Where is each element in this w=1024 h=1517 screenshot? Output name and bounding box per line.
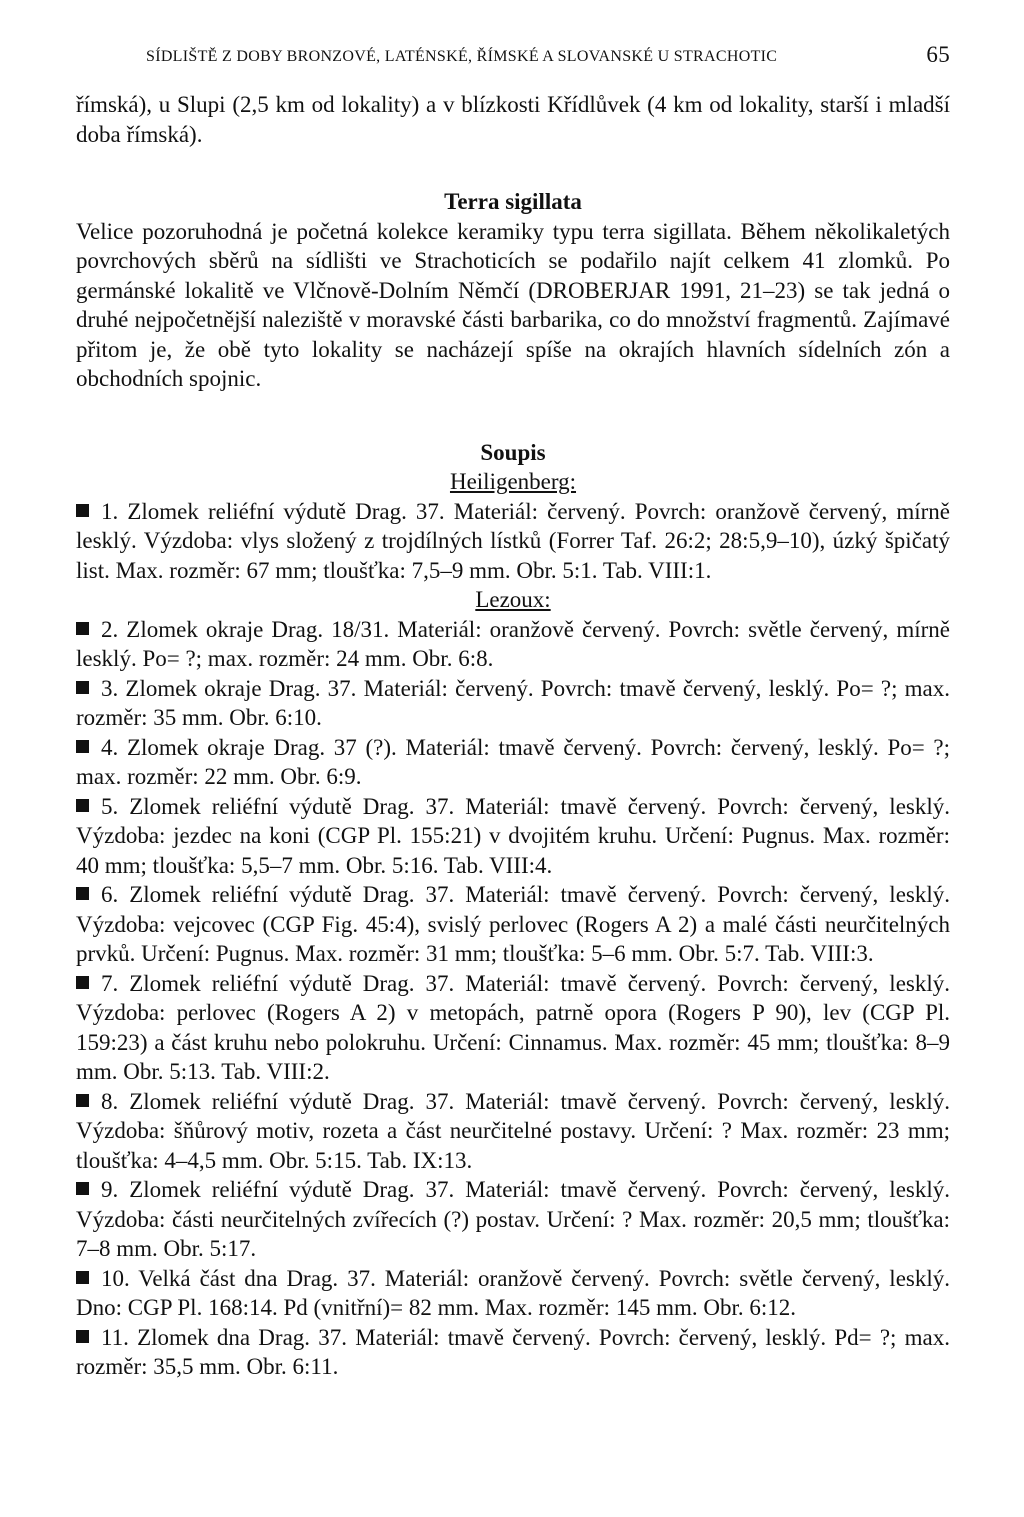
terra-sigillata-paragraph: Velice pozoruhodná je početná kolekce keramiky typu terra sigillata. Během několikaletých povrchových sběrů na sídlišti ve Strachoticích se podařilo najít celkem 41 zlomků. Po germánské lokalitě ve Vlčnově-Dolním Němčí (DROBERJAR 1991, 21–23) se tak jedná o druhé nejpočetnější naleziště v moravské části barbarika, co do množství fragmentů. Zajímavé přitom je, že obě tyto lokality se nacházejí spíše na okrajích hlavních sídelních zón a obchodních spojnic. [76, 218, 950, 391]
section-title-terra-sigillata: Terra sigillata [444, 189, 582, 214]
page-header [76, 30, 950, 70]
bullet-icon [76, 504, 89, 517]
running-title: SÍDLIŠTĚ Z DOBY BRONZOVÉ, LATÉNSKÉ, ŘÍMSKÉ A SLOVANSKÉ U STRACHOTIC [146, 48, 778, 65]
catalog-entry [76, 792, 950, 881]
intro-paragraph: římská), u Slupi (2,5 km od lokality) a v blízkosti Křídlůvek (4 km od lokality, starší i mladší doba římská). [76, 92, 950, 147]
catalog-entry [76, 1087, 950, 1176]
catalog-entry [76, 615, 950, 674]
entry-text: 5. Zlomek reliéfní výdutě Drag. 37. Materiál: tmavě červený. Povrch: červený, lesklý. Výzdoba: jezdec na koni (CGP Pl. 155:21) v dvojitém kruhu. Určení: Pugnus. Max. rozměr: 40 mm; tloušťka: 5,5–7 mm. Obr. 5:16. Tab. VIII:4. [76, 793, 950, 878]
catalog-entry [76, 497, 950, 586]
catalog-entry [76, 733, 950, 792]
entry-text: 7. Zlomek reliéfní výdutě Drag. 37. Materiál: tmavě červený. Povrch: červený, lesklý. Výzdoba: perlovec (Rogers A 2) v metopách, patrně opora (Rogers P 90), lev (CGP Pl. 159:23) a část kruhu nebo polokruhu. Určení: Cinnamus. Max. rozměr: 45 mm; tloušťka: 8–9 mm. Obr. 5:13. Tab. VIII:2. [76, 970, 950, 1084]
bullet-icon [76, 1271, 89, 1284]
bullet-icon [76, 887, 89, 900]
bullet-icon [76, 740, 89, 753]
catalog-entry [76, 1264, 950, 1323]
catalog-entry [76, 969, 950, 1087]
site-heading-heiligenberg: Heiligenberg: [449, 469, 577, 494]
entry-text: 6. Zlomek reliéfní výdutě Drag. 37. Materiál: tmavě červený. Povrch: červený, lesklý. Výzdoba: vejcovec (CGP Fig. 45:4), svislý perlovec (Rogers A 2) a malé části neurčitelných prvků. Určení: Pugnus. Max. rozměr: 31 mm; tloušťka: 5–6 mm. Obr. 5:7. Tab. VIII:3. [76, 882, 950, 966]
entry-text: 2. Zlomek okraje Drag. 18/31. Materiál: oranžově červený. Povrch: světle červený, mírně lesklý. Po= ?; max. rozměr: 24 mm. Obr. 6:8. [76, 616, 950, 671]
bullet-icon [76, 976, 89, 989]
bullet-icon [76, 622, 89, 635]
page-number: 65 [926, 42, 950, 67]
entry-text: 11. Zlomek dna Drag. 37. Materiál: tmavě červený. Povrch: červený, lesklý. Pd= ?; max. rozměr: 35,5 mm. Obr. 6:11. [76, 1324, 950, 1379]
catalog-entry [76, 1323, 950, 1382]
document-page [76, 30, 950, 1382]
entry-text: 1. Zlomek reliéfní výdutě Drag. 37. Materiál: červený. Povrch: oranžově červený, mírně lesklý. Výzdoba: vlys složený z trojdílných lístků (Forrer Taf. 26:2; 28:5,9–10), úzký špičatý list. Max. rozměr: 67 mm; tloušťka: 7,5–9 mm. Obr. 5:1. Tab. VIII:1. [76, 498, 950, 583]
bullet-icon [76, 799, 89, 812]
catalog-entry [76, 1175, 950, 1264]
entry-text: 3. Zlomek okraje Drag. 37. Materiál: červený. Povrch: tmavě červený, lesklý. Po= ?; max. rozměr: 35 mm. Obr. 6:10. [76, 675, 950, 730]
entry-text: 10. Velká část dna Drag. 37. Materiál: oranžově červený. Povrch: světle červený, lesklý. Dno: CGP Pl. 168:14. Pd (vnitřní)= 82 mm. Max. rozměr: 145 mm. Obr. 6:12. [76, 1265, 950, 1320]
catalog-entry [76, 880, 950, 969]
bullet-icon [76, 1094, 89, 1107]
bullet-icon [76, 1330, 89, 1343]
site-heading-lezoux: Lezoux: [475, 587, 551, 612]
entry-text: 4. Zlomek okraje Drag. 37 (?). Materiál: tmavě červený. Povrch: červený, lesklý. Po= ?; max. rozměr: 22 mm. Obr. 6:9. [76, 734, 950, 789]
catalog-entry [76, 674, 950, 733]
entry-text: 9. Zlomek reliéfní výdutě Drag. 37. Materiál: tmavě červený. Povrch: červený, lesklý. Výzdoba: části neurčitelných zvířecích (?) postav. Určení: ? Max. rozměr: 20,5 mm; tloušťka: 7–8 mm. Obr. 5:17. [76, 1177, 950, 1261]
bullet-icon [76, 681, 89, 694]
entry-text: 8. Zlomek reliéfní výdutě Drag. 37. Materiál: tmavě červený. Povrch: červený, lesklý. Výzdoba: šňůrový motiv, rozeta a část neurčitelné postavy. Určení: ? Max. rozměr: 23 mm; tloušťka: 4–4,5 mm. Obr. 5:15. Tab. IX:13. [76, 1088, 950, 1173]
bullet-icon [76, 1182, 89, 1195]
section-title-soupis: Soupis [480, 439, 546, 465]
